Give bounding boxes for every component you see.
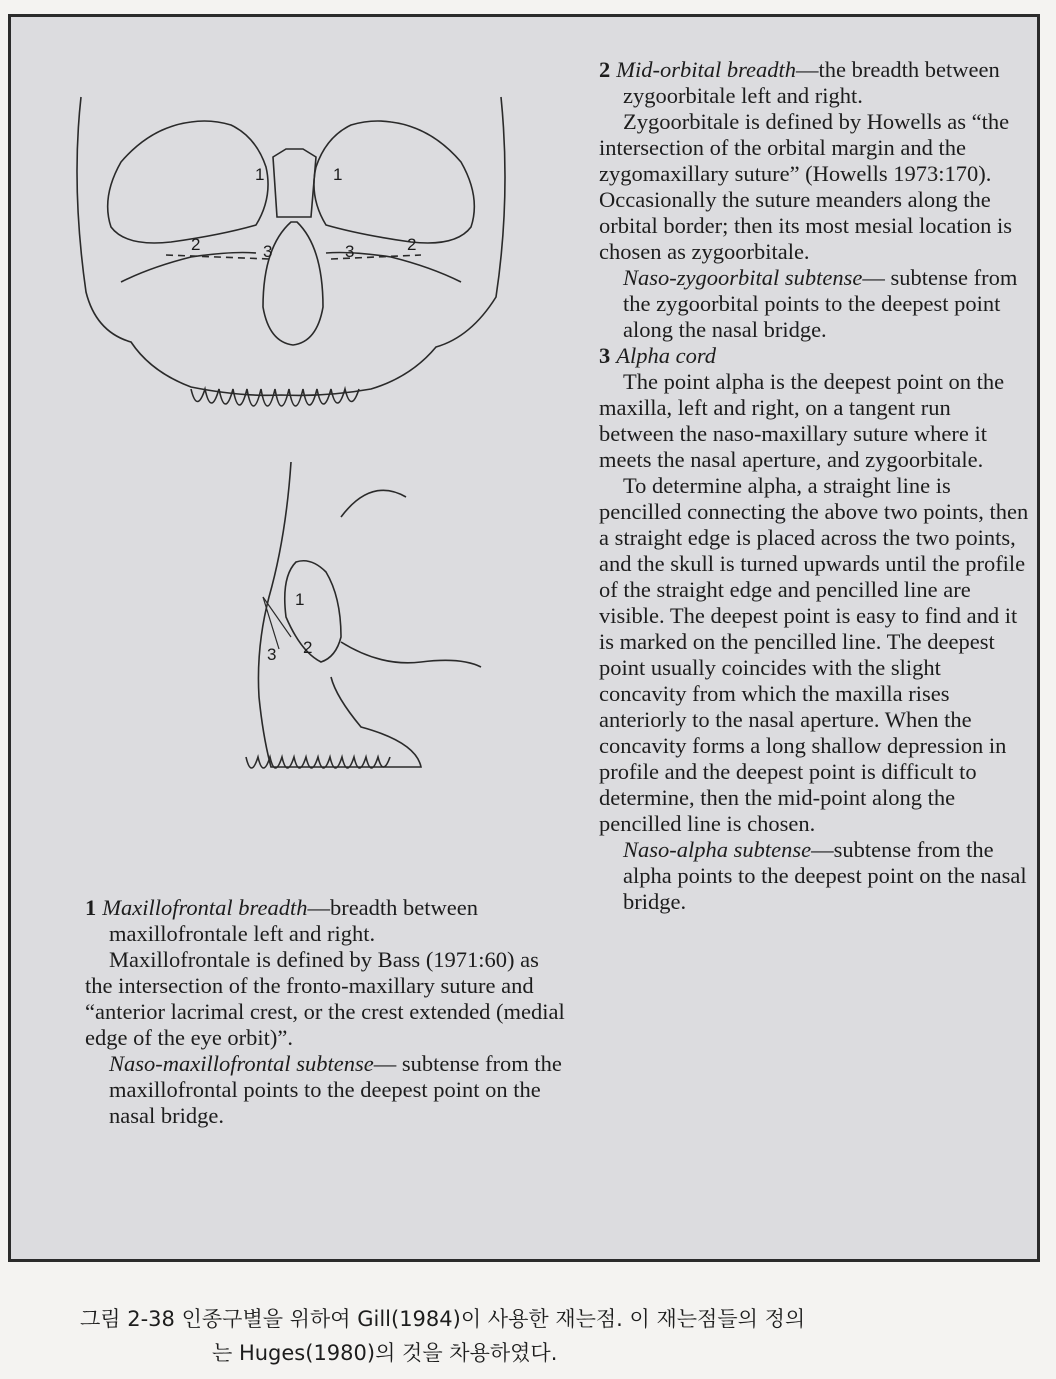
measurement-1-subtense: Naso-maxillofrontal subtense— subtense from the maxillofrontal points to the deepest point on the nasal bridge. — [109, 1051, 562, 1128]
measurement-3-subtense: Naso-alpha subtense—subtense from the alpha points to the deepest point on the nasal bridge. — [623, 837, 1027, 914]
label-3-lateral: 3 — [267, 645, 277, 664]
measurement-1-text — [85, 895, 565, 1129]
measurement-3-paragraph-1: The point alpha is the deepest point on the maxilla, left and right, on a tangent run between the naso-maxillary suture where it meets the nasal aperture, and zygoorbitale. — [599, 369, 1005, 472]
skull-diagram — [41, 77, 561, 837]
caption-line-1: 그림 2-38 인종구별을 위하여 Gill(1984)이 사용한 재는점. 이 재는점들의 정의 — [80, 1307, 806, 1331]
measurement-2-heading: 2 Mid-orbital breadth—the breadth between zygoorbitale left and right. — [599, 57, 1000, 108]
measurement-1-heading: 1 Maxillofrontal breadth—breadth between maxillofrontale left and right. — [85, 895, 479, 946]
midorbital-line-left — [166, 255, 269, 259]
measurement-2-subtense: Naso-zygoorbital subtense— subtense from the zygoorbital points to the deepest point along the nasal bridge. — [623, 265, 1018, 342]
label-1-lateral: 1 — [295, 590, 305, 609]
occipital-curve — [341, 490, 406, 517]
zygomatic-arch — [341, 642, 481, 667]
caption-line-2: 는 Huges(1980)의 것을 차용하였다. — [212, 1341, 558, 1365]
label-2-right: 2 — [407, 235, 417, 254]
measurement-1-definition: Maxillofrontale is defined by Bass (1971:60) as the intersection of the fronto-maxillary suture and “anterior lacrimal crest, or the crest extended (medial edge of the eye orbit)”. — [85, 947, 565, 1050]
maxilla-left — [121, 253, 256, 283]
figure-caption — [80, 1302, 1020, 1370]
label-3-left: 3 — [263, 242, 273, 261]
nasal-aperture — [263, 222, 323, 345]
label-3-right: 3 — [345, 242, 355, 261]
lateral-measure-b — [263, 597, 279, 649]
label-1-left: 1 — [255, 165, 265, 184]
left-orbit — [108, 121, 268, 243]
measurement-2-definition: Zygoorbitale is defined by Howells as “the intersection of the orbital margin and the zygomaxillary suture” (Howells 1973:170). Occasionally the suture meanders along the orbital border; then its most mesial location is chosen as zygoorbitale. — [599, 109, 1013, 264]
label-2-lateral: 2 — [303, 638, 313, 657]
measurement-3-heading: 3 Alpha cord — [599, 343, 717, 368]
figure-panel — [8, 14, 1040, 1262]
lateral-orbit — [285, 561, 341, 662]
nasal-bones — [273, 149, 316, 217]
label-2-left: 2 — [191, 235, 201, 254]
measurement-3-paragraph-2: To determine alpha, a straight line is pencilled connecting the above two points, then a straight edge is placed across the two points, and the skull is turned upwards until the profile of the straight edge and pencilled line are visible. The deepest point is easy to find and it is marked on the pencilled line. The deepest point usually coincides with the slight concavity from which the maxilla rises anteriorly to the nasal aperture. When the concavity forms a long shallow depression in profile and the deepest point is difficult to determine, then the mid-point along the pencilled line is chosen. — [599, 473, 1029, 836]
label-1-right: 1 — [333, 165, 343, 184]
measurement-2-3-text — [599, 57, 1029, 915]
